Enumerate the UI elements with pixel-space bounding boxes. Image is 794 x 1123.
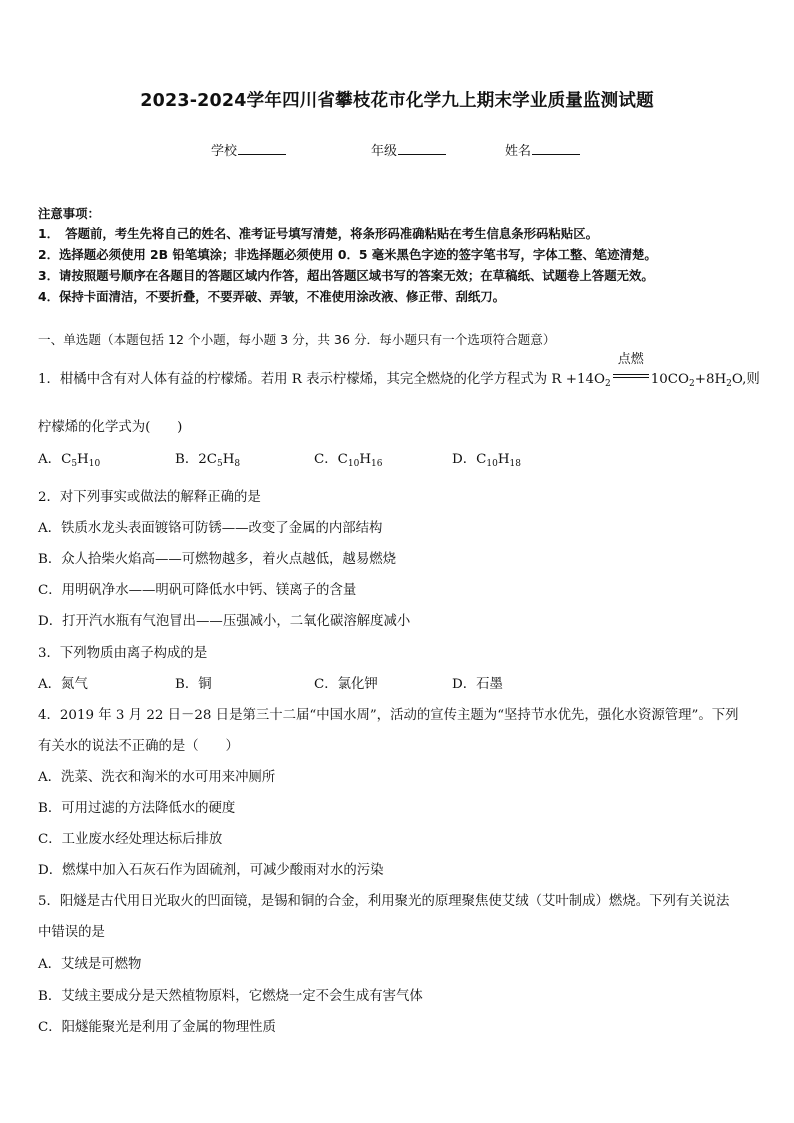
q3-option-b[interactable]: B．铜 <box>175 677 212 692</box>
name-label: 姓名 <box>505 144 532 159</box>
q3-option-a[interactable]: A．氮气 <box>38 677 88 692</box>
formula-subscript: 10 <box>88 459 101 469</box>
notice-heading: 注意事项： <box>38 206 100 221</box>
name-blank[interactable] <box>532 142 580 155</box>
exam-title: 2023-2024学年四川省攀枝花市化学九上期末学业质量监测试题 <box>140 91 654 111</box>
name-field[interactable] <box>505 140 580 159</box>
school-blank[interactable] <box>238 142 286 155</box>
q4-stem-line2: 有关水的说法不正确的是（ ） <box>38 739 239 754</box>
formula-subscript: 5 <box>71 459 78 469</box>
q5-option-c[interactable]: C．阳燧能聚光是利用了金属的物理性质 <box>38 1020 276 1035</box>
equals-line-top <box>613 374 649 375</box>
q2-option-c[interactable]: C．用明矾净水——明矾可降低水中钙、镁离子的含量 <box>38 583 357 598</box>
formula-part: C <box>476 452 487 467</box>
formula-part: H <box>77 452 89 467</box>
formula-part: 2C <box>198 452 217 467</box>
formula-subscript: 10 <box>347 459 360 469</box>
option-letter: A． <box>38 452 62 467</box>
notice-item-2: 2．选择题必须使用 2B 铅笔填涂；非选择题必须使用 0．5 毫米黑色字迹的签字笔书写，字体工整、笔迹清楚。 <box>38 247 657 262</box>
q4-stem-line1: 4．2019 年 3 月 22 日－28 日是第三十二届“中国水周”，活动的宣传主题为“坚持节水优先，强化水资源管理”。下列 <box>38 708 739 723</box>
formula-part: C <box>61 452 72 467</box>
q1-option-d[interactable] <box>452 448 521 469</box>
notice-item-4: 4．保持卡面清洁，不要折叠，不要弄破、弄皱，不准使用涂改液、修正带、刮纸刀。 <box>38 289 506 304</box>
option-letter: B． <box>175 452 199 467</box>
grade-field[interactable] <box>371 140 446 159</box>
equals-line-bottom <box>613 377 649 378</box>
q1-o2-subscript: 2 <box>605 379 611 389</box>
q3-option-d[interactable]: D．石墨 <box>452 677 503 692</box>
q1-stem-line2: 柠檬烯的化学式为( ) <box>38 420 183 435</box>
q1-option-a[interactable] <box>38 448 100 469</box>
section-heading: 一、单选题（本题包括 12 个小题，每小题 3 分，共 36 分．每小题只有一个选项符合题意） <box>38 332 556 347</box>
formula-part: H <box>359 452 372 467</box>
grade-blank[interactable] <box>398 142 446 155</box>
grade-label: 年级 <box>371 144 398 159</box>
q5-option-a[interactable]: A．艾绒是可燃物 <box>38 957 142 972</box>
school-label: 学校 <box>211 144 238 159</box>
q2-stem: 2．对下列事实或做法的解释正确的是 <box>38 490 261 505</box>
q1-co2-subscript: 2 <box>689 379 695 389</box>
q2-option-d[interactable]: D．打开汽水瓶有气泡冒出——压强减小，二氧化碳溶解度减小 <box>38 614 411 629</box>
q4-option-b[interactable]: B．可用过滤的方法降低水的硬度 <box>38 801 236 816</box>
q1-co2: 10CO <box>650 372 690 387</box>
school-field[interactable] <box>211 140 286 159</box>
notice-item-1: 1． 答题前，考生先将自己的姓名、准考证号填写清楚，将条形码准确粘贴在考生信息条形码粘贴区。 <box>38 226 598 241</box>
q1-h2o-subscript: 2 <box>726 379 732 389</box>
q3-option-c[interactable]: C．氯化钾 <box>314 677 378 692</box>
q5-stem-line2: 中错误的是 <box>38 925 105 940</box>
reaction-condition-equals <box>612 352 650 386</box>
q1-stem <box>38 352 760 389</box>
formula-subscript: 10 <box>486 459 498 469</box>
q1-stem-text: 1．柑橘中含有对人体有益的柠檬烯。若用 R 表示柠檬烯，其完全燃烧的化学方程式为 R +14O <box>38 372 606 387</box>
q2-option-b[interactable]: B．众人拾柴火焰高——可燃物越多，着火点越低，越易燃烧 <box>38 552 396 567</box>
q4-option-c[interactable]: C．工业废水经处理达标后排放 <box>38 832 223 847</box>
formula-subscript: 8 <box>234 459 241 469</box>
q4-option-d[interactable]: D．燃煤中加入石灰石作为固硫剂，可减少酸雨对水的污染 <box>38 863 384 878</box>
q3-stem: 3．下列物质由离子构成的是 <box>38 646 208 661</box>
notice-item-3: 3．请按照题号顺序在各题目的答题区域内作答，超出答题区域书写的答案无效；在草稿纸、试题卷上答题无效。 <box>38 268 654 283</box>
q1-option-b[interactable] <box>175 448 240 469</box>
formula-part: H <box>222 452 235 467</box>
q1-option-c[interactable] <box>314 448 382 469</box>
option-letter: C． <box>314 452 338 467</box>
formula-subscript: 16 <box>371 459 383 469</box>
formula-part: H <box>497 452 510 467</box>
reaction-condition-label: 点燃 <box>617 352 644 367</box>
q2-option-a[interactable]: A．铁质水龙头表面镀铬可防锈——改变了金属的内部结构 <box>38 521 383 536</box>
formula-subscript: 18 <box>509 459 521 469</box>
q5-option-b[interactable]: B．艾绒主要成分是天然植物原料，它燃烧一定不会生成有害气体 <box>38 989 423 1004</box>
q1-h2o: +8H <box>694 372 727 387</box>
formula-part: C <box>337 452 348 467</box>
formula-subscript: 5 <box>217 459 223 469</box>
q5-stem-line1: 5．阳燧是古代用日光取火的凹面镜，是锡和铜的合金，利用聚光的原理聚焦使艾绒（艾叶制成）燃烧。下列有关说法 <box>38 894 730 909</box>
q4-option-a[interactable]: A．洗菜、洗衣和淘米的水可用来冲厕所 <box>38 770 276 785</box>
q1-tail: O,则 <box>731 372 760 387</box>
option-letter: D． <box>452 452 477 467</box>
